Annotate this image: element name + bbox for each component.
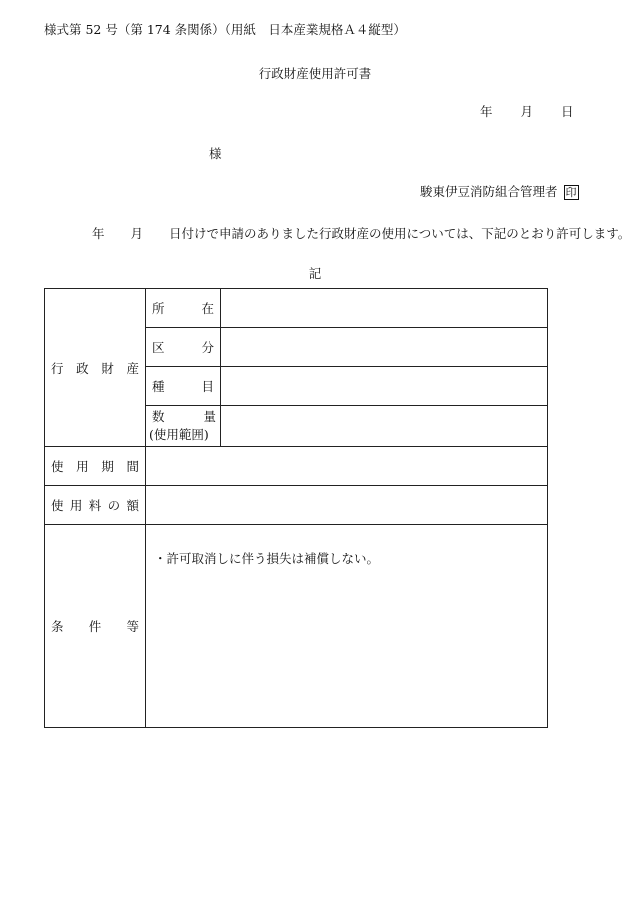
addressee: 様: [209, 146, 222, 161]
body-sentence: 日付けで申請のありました行政財産の使用については、下記のとおり許可します。: [169, 226, 630, 241]
row-period: [45, 447, 548, 486]
body-text: [92, 224, 630, 242]
period-label: 使 用 期 間: [45, 447, 146, 486]
issuer: [420, 182, 579, 200]
row-conditions: [45, 525, 548, 728]
issue-date: [480, 102, 574, 120]
body-year: 年: [92, 226, 105, 241]
document-title: 行政財産使用許可書: [258, 66, 372, 81]
quantity-label: 数 量 (使用範囲): [146, 406, 221, 447]
row-fee: [45, 486, 548, 525]
quantity-note: (使用範囲): [149, 427, 209, 442]
seal-mark: 印: [565, 186, 577, 199]
property-label: 行 政 財 産: [51, 360, 139, 376]
date-year: 年: [480, 104, 493, 119]
date-day: 日: [561, 104, 574, 119]
location-label: 所 在: [146, 289, 221, 328]
conditions-value[interactable]: [146, 525, 548, 728]
date-month: 月: [520, 104, 534, 119]
category-value[interactable]: [221, 328, 548, 367]
ki-heading: 記: [308, 266, 322, 281]
category-label: 区 分: [146, 328, 221, 367]
type-label: 種 目: [146, 367, 221, 406]
permit-table: [44, 288, 548, 728]
type-value[interactable]: [221, 367, 548, 406]
period-value[interactable]: [146, 447, 548, 486]
fee-value[interactable]: [146, 486, 548, 525]
form-number: 様式第 52 号（第 174 条関係）（用紙 日本産業規格Ａ４縦型）: [44, 22, 406, 37]
row-location: [45, 289, 548, 328]
issuer-name: 駿東伊豆消防組合管理者: [420, 184, 558, 199]
body-month: 月: [130, 226, 144, 241]
conditions-text: ・許可取消しに伴う損失は補償しない。: [154, 551, 380, 566]
fee-label: 使 用 料 の 額: [45, 486, 146, 525]
quantity-value[interactable]: [221, 406, 548, 447]
conditions-label: 条 件 等: [45, 525, 146, 728]
property-label-cell: [45, 289, 146, 447]
location-value[interactable]: [221, 289, 548, 328]
